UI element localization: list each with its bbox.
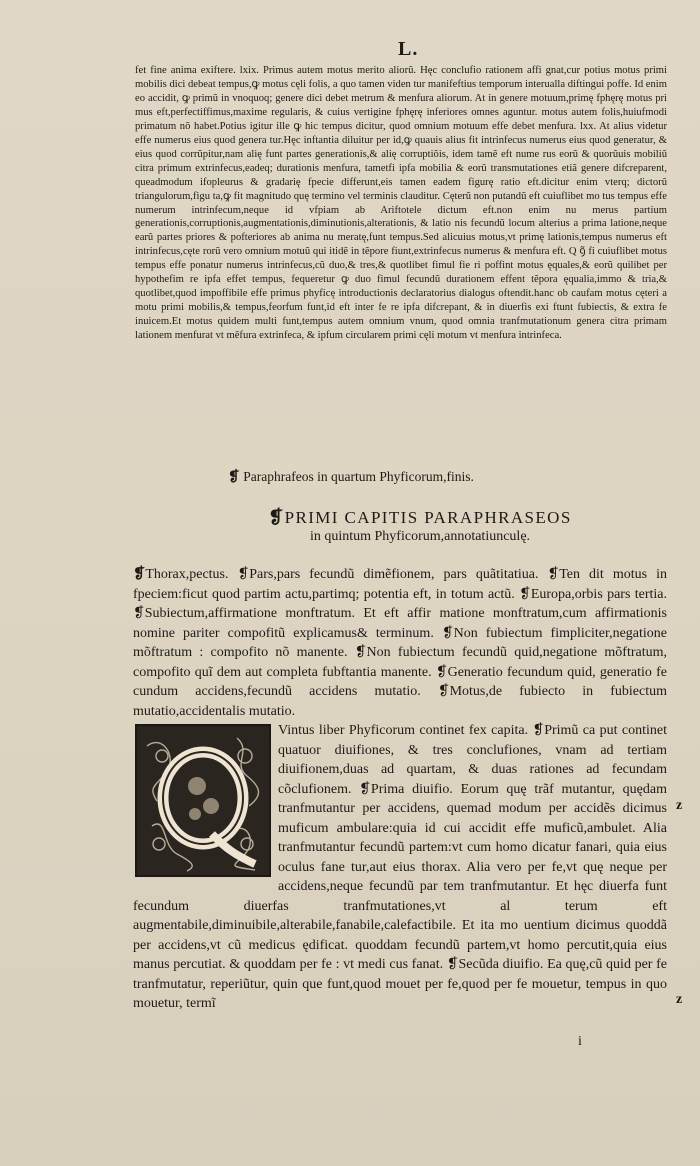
commentary-text-block bbox=[135, 64, 667, 343]
margin-mark: z bbox=[676, 798, 683, 813]
end-of-book-line bbox=[228, 469, 474, 486]
end-line-text: Paraphrafeos in quartum Phyficorum,finis. bbox=[243, 469, 474, 484]
second-paragraph: Vintus liber Phyficorum continet fex capita. ❡Primũ ca put continet quatuor diuifiones, & tres conclufiones, vnam ad tertiam diuifionem,duas ad quartam, & duas rationes ad fecundam cõclufionem. ❡Prima diuifio. Eorum quę trãf mutantur, quędam tranfmutantur per accidens, quemad modum per accidẽs dicimus muficum ambulare:quia id cui accidit effe muficũ,ambulet. Alia tranfmutantur fecundũ partem:vt cum homo dicatur fanari, quia eius oculus fane tur,aut eius thorax. Alia vero per fe,vt quę neque per accidens,neque fecundũ par tem tranfmutantur. Et hęc diuerfa funt fecundum diuerfas tranfmutationes,vt al terum eft augmentabile,diminuibile,alterabile,fanabile,calefactibile. Et ita mo uentium dicimus quoddã per accidens,vt cũ medicus ędificat. quoddam fecundũ partem,vt homo percutit,quia eius manus percutiat. & quoddam per fe : vt medi cus fanat. ❡Secũda diuifio. Ea quę,cũ quid per fe tranfmutatur, reperiũtur, quin que funt,quod mouet per fe,quod per fe mouetur, tempus in quo mouetur, termĩ bbox=[133, 723, 667, 1011]
heading-title: PRIMI CAPITIS PARAPHRASEOS bbox=[284, 508, 572, 527]
annotations-text: Thorax,pectus. ❡Pars,pars fecundũ dimẽfionem, pars quãtitatiua. ❡Ten dit motus in fpeciem:ficut quod partim actu,partimq; potentia eft, in totum actũ. ❡Europa,orbis pars tertia. ❡Subiectum,affirmatione monftratum. Et eft affir matione monftratum,cum affirmationis nomine pariter compofitũ explicamus& terminum. ❡Non fubiectum fimpliciter,negatione mõftratum : compofito nõ manente. ❡Non fubiectum fecundũ quid,negatione mõftratum, compofito quĩ dem aut completa fubftantia manente. ❡Generatio fecundum quid, generatio fe cundum accidens,fecundũ accidens mutatio. ❡Motus,de fubiecto in fubiectum mutatio,accidentalis mutatio. bbox=[133, 567, 667, 719]
section-heading bbox=[210, 507, 630, 545]
heading-line-2: in quintum Phyficorum,annotatiunculę. bbox=[309, 529, 531, 544]
pilcrow-mark: ❡ bbox=[228, 469, 240, 485]
annotation-text-block bbox=[133, 565, 667, 1014]
decorated-initial-q bbox=[135, 724, 271, 877]
margin-mark: i bbox=[578, 1034, 582, 1049]
commentary-paragraph: fet fine anima exiftere. lxix. Primus autem motus merito aliorũ. Hęc conclufio rationem affi gnat,cur potius motus primi mobilis dici debeat tempus,ꝙ motus cęli folis, a quo tamen viden tur manifeftius temporum interualla diftingui poffe. Id enim eo accidit, ꝙ primũ in vnoquoq; genere dici debet metrum & menfura aliorum. At in genere motuum,primę fphęrę motus pri mus eft,perfectiffimus,maxime regularis, & cuius vertigine fphęrę inferiores omnes aguntur. motus autem folis,huiufmodi primatum nõ habet.Potius igitur ille ꝙ hic tempus dicitur, quod omnium motuum effe debet menfura. lxx. At alius videtur effe numerus eius quod genera tur.Hęc inftantia diluitur per id,ꝙ quauis alius fit intrinfecus numerus eius quod generatur, & eius quod corrũpitur,nam alię funt partes generationis,& alię corruptiõis, idem tamẽ eft nume rus eorũ & quorũuis mobiliũ citra primum extrinfecus,eadeq; durationis menfura, tametfi ipfa mobilia & eorũ transmutationes etiã genere difcreparent, queadmodum ifopleurus & gradarię fpecie differunt,eis tamen eadem figurę ratio eft.dicitur enim vterq; dictorũ triangulorum,figu ta,ꝙ fit magnitudo quę termino vel terminis clauditur. Cęterũ non putandũ eft cuiuflibet mo tus tempus effe numerum intrinfecum,neque id vfpiam ab Ariftotele dictum eft.non enim nu merus partium generationis,corruptionis,augmentationis,diminutionis,alterationis, & latio nis fecundũ locum alterius a prima latione,neque earũ partes priores & pofteriores ab anima nu meratę,funt tempus.Sed alicuius motus,vt primę lationis,tempus numerus eft intrinfecus,cęte rorũ vero omnium motuũ qui itidẽ in tẽpore fiunt,extrinfecus numerus & menfura eft. Q ꝯ̃ fi cuiuflibet motus tempus effe ponatur numerus intrinfecus,cũ duo,& tres,& quotlibet fimul fie ri poffint motus ęquales,& eorũ quilibet per hypothefim re ipfa effet tempus, fequeretur ꝙ duo fimul fecundũ durationem effent tẽpora ęqualia,immo & tria,& quotlibet,quod impoffibile effe primus phyficę introductionis declaratorius dialogus oftendit.hanc ob caufam motus cęteri a motu primi mobilis,& tempus,feorfum funt,id eft inter fe re ipfa difcrepant, & in diuerfis exi ftunt fubiectis, & extra fe inuicem.Et motus quidem multi funt,tempus autem omnium vnum, quod omnia tranfmutationum genera citra primam lationem menfurat vt mẽfura extrinfeca, & ipfum circularem primi cęli motum vt menfura intrinfeca. bbox=[135, 65, 667, 342]
folio-number: L. bbox=[398, 38, 419, 60]
pilcrow-mark: ❡ bbox=[133, 566, 146, 582]
annotations-paragraph bbox=[133, 565, 667, 721]
pilcrow-mark: ❡ bbox=[268, 507, 285, 527]
initial-ornament-graphic bbox=[137, 726, 269, 875]
margin-mark: z bbox=[676, 992, 683, 1007]
heading-line-1 bbox=[210, 507, 630, 528]
